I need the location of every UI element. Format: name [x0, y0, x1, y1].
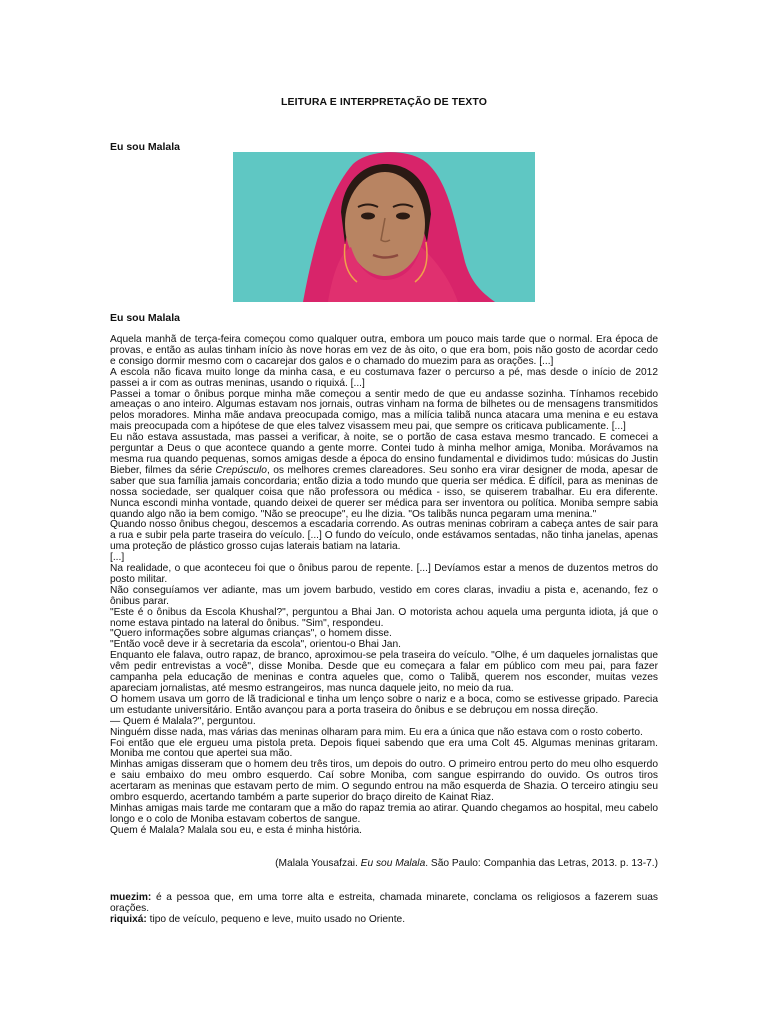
glossary-entry: [110, 893, 658, 915]
paragraph-19: Quem é Malala? Malala sou eu, e esta é minha história.: [110, 824, 362, 836]
paragraph-10: "Quero informações sobre algumas crianças", o homem disse.: [110, 628, 392, 640]
paragraph-2: A escola não ficava muito longe da minha casa, e eu costumava fazer o percurso a pé, mas desde o início de 2012 passei a ir com as outras meninas, usando o riquixá. [...]: [110, 366, 658, 389]
paragraph-6: [...]: [110, 552, 125, 564]
citation-prefix: (Malala Yousafzai.: [275, 858, 361, 869]
paragraph-7: Na realidade, o que aconteceu foi que o ônibus parou de repente. [...] Devíamos estar a menos de duzentos metros do posto militar.: [110, 563, 658, 585]
glossary-entry: [110, 915, 658, 926]
paragraph-1: Aquela manhã de terça-feira começou como qualquer outra, embora um pouco mais tarde que o normal. Era época de provas, e então as aulas tinham início às nove horas em vez de às oito, o que era bom, pois não gosto de acordar cedo e consigo dormir mesmo com o cacarejar dos galos e o chamado do muezim para as orações. [...]: [110, 334, 658, 367]
story-heading-top: Eu sou Malala: [110, 141, 181, 153]
citation-book-title: Eu sou Malala: [360, 858, 426, 869]
paragraph-17: Minhas amigas disseram que o homem deu três tiros, um depois do outro. O primeiro entrou perto do meu olho esquerdo e saiu embaixo do meu ombro esquerdo. Caí sobre Moniba, com sangue espirrando do ouvido. Os outros tiros acertaram as meninas que estavam perto de mim. O segundo entrou na mão esquerda de Shazia. O terceiro atingiu seu ombro esquerdo, acertando também a parte superior do braço direito de Kainat Riaz.: [110, 759, 658, 804]
paragraph-16: Foi então que ele ergueu uma pistola preta. Depois fiquei sabendo que era uma Colt 45. Algumas meninas gritaram. Moniba me contou que apertei sua mão.: [110, 737, 658, 760]
paragraph-4: [110, 433, 658, 520]
paragraph-5: Quando nosso ônibus chegou, descemos a escadaria correndo. As outras meninas cobriram a cabeça antes de sair para a rua e subir pela parte traseira do veículo. [...] O fundo do veículo, onde estávamos sentadas, não tinha janelas, apenas uma proteção de plástico grosso cujas laterais batiam na lataria.: [110, 519, 658, 553]
story-body: [110, 335, 658, 837]
paragraph-4-start: Eu não estava assustada, mas passei a verificar, à noite, se o portão de casa estava mesmo trancado. E comecei a perguntar a Deus o que acontece quando a gente morre. Contei tudo à minha melhor amiga, Moniba. Morávamos na mesma rua quando pequenas, somos amigas desde a época do ensino fundamental e dividimos tudo: músicas do Justin Bieber, filmes da série: [110, 432, 658, 476]
glossary-term: muezim:: [110, 892, 152, 903]
glossary: [110, 893, 658, 926]
paragraph-15: Ninguém disse nada, mas várias das meninas olharam para mim. Eu era a única que não estava com o rosto coberto.: [110, 726, 643, 738]
paragraph-3: Passei a tomar o ônibus porque minha mãe começou a sentir medo de que eu andasse sozinha. Tínhamos recebido ameaças o ano inteiro. Algumas estavam nos jornais, outras vinham na forma de bilhetes ou de mensagens transmitidos pelos moradores. Minha mãe andava preocupada comigo, mas a milícia talibã nunca atacara uma menina e eu estava mais preocupada com a hipótese de que eles talvez visassem meu pai, que sempre os criticava publicamente. [...]: [110, 388, 658, 433]
paragraph-14: — Quem é Malala?", perguntou.: [110, 715, 256, 727]
paragraph-8: Não conseguíamos ver adiante, mas um jovem barbudo, vestido em cores claras, invadiu a pista e, acenando, fez o ônibus parar.: [110, 584, 658, 607]
paragraph-18: Minhas amigas mais tarde me contaram que a mão do rapaz tremia ao atirar. Quando chegamos ao hospital, meu cabelo longo e o colo de Moniba estavam cobertos de sangue.: [110, 802, 658, 825]
film-title: Crepúsculo: [215, 464, 267, 476]
document-title: LEITURA E INTERPRETAÇÃO DE TEXTO: [280, 96, 488, 108]
paragraph-9: "Este é o ônibus da Escola Khushal?", perguntou a Bhai Jan. O motorista achou aquela uma pergunta idiota, já que o nome estava pintado na lateral do ônibus. "Sim", respondeu.: [110, 606, 658, 629]
citation-suffix: . São Paulo: Companhia das Letras, 2013. p. 13-7.): [425, 858, 658, 869]
paragraph-13: O homem usava um gorro de lã tradicional e tinha um lenço sobre o nariz e a boca, como se estivesse gripado. Parecia um estudante universitário. Então avançou para a porta traseira do ônibus e se debruçou em nossa direção.: [110, 693, 658, 716]
story-heading: Eu sou Malala: [110, 312, 181, 324]
glossary-term: riquixá:: [110, 913, 147, 925]
glossary-definition: tipo de veículo, pequeno e leve, muito usado no Oriente.: [146, 913, 406, 925]
glossary-definition: é a pessoa que, em uma torre alta e estreita, chamada minarete, conclama os religiosos a fazerem suas orações.: [110, 892, 658, 914]
malala-portrait-photo: [233, 152, 535, 302]
paragraph-12: Enquanto ele falava, outro rapaz, de branco, aproximou-se pela traseira do veículo. "Olhe, é um daqueles jornalistas que vêm pedir entrevistas a você", disse Moniba. Desde que eu começara a falar em público com meu pai, para fazer campanha pela educação de meninas e contra aqueles que, como o Talibã, querem nos esconder, muitas vezes apareciam jornalistas, até mesmo estrangeiros, mas nunca daquele jeito, no meio da rua.: [110, 650, 658, 694]
paragraph-4-rest: , os melhores cremes clareadores. Seu sonho era virar designer de moda, apesar de saber que sua família jamais concordaria; então dizia a todo mundo que queria ser médica. É difícil, para as meninas de nossa sociedade, ser qualquer coisa que não professora ou médica - isso, se quiserem trabalhar. Eu era diferente. Nunca escondi minha vontade, quando deixei de querer ser médica para ser inventora ou política. Moniba sempre sabia quando algo não ia bem comigo. "Não se preocupe", eu lhe dizia. "Os talibãs nunca pegaram uma menina.": [110, 464, 658, 520]
source-citation: [110, 858, 658, 869]
paragraph-11: "Então você deve ir à secretaria da escola", orientou-o Bhai Jan.: [110, 639, 401, 651]
